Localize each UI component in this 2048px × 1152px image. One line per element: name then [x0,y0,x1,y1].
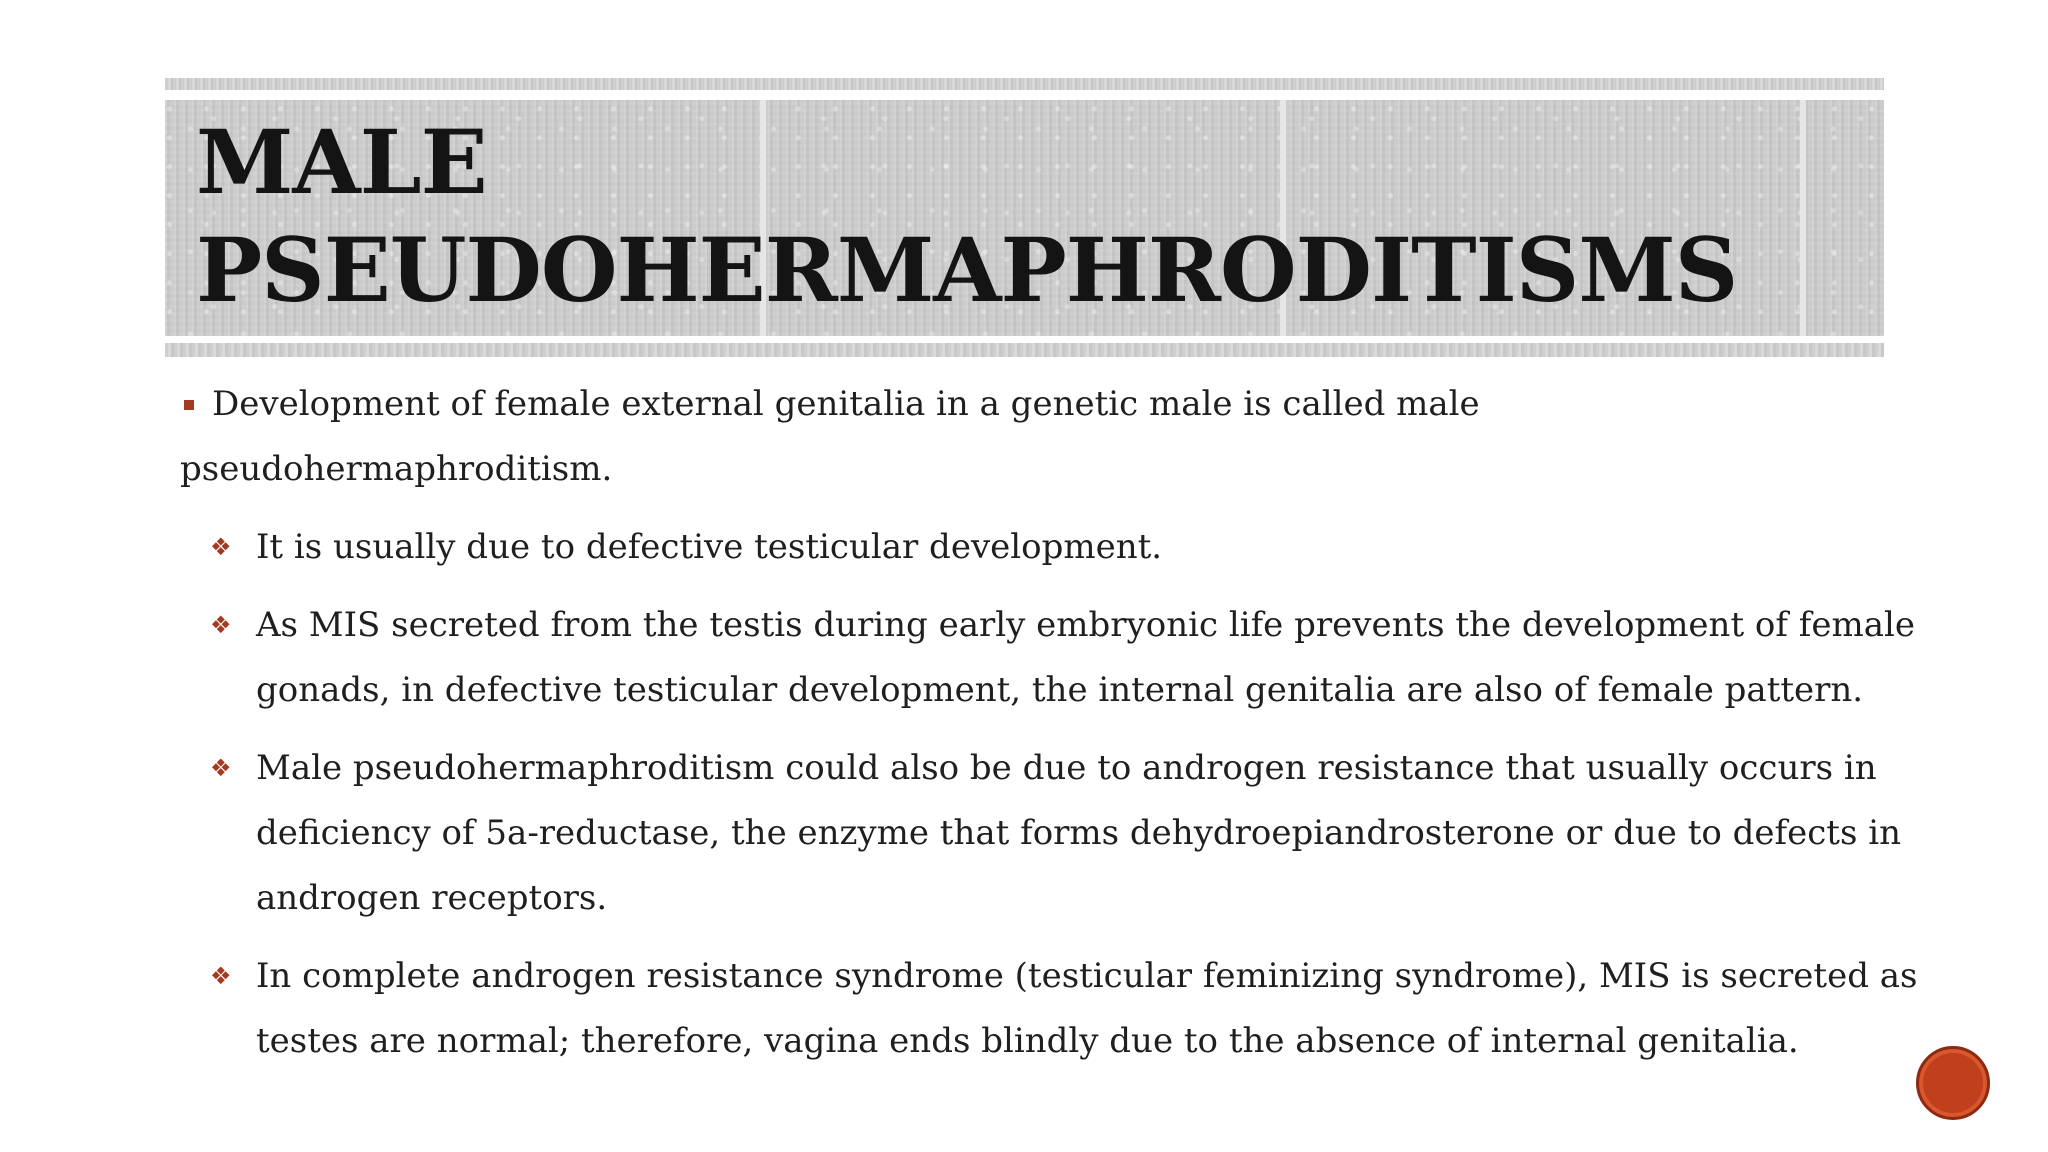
list-item-text: Male pseudohermaphroditism could also be due to androgen resistance that usually occurs in deficiency of 5a-reductase, the enzyme that forms dehydroepiandrosterone or due to defects in androgen receptors. [256,748,1901,918]
slide-title [196,108,1876,324]
diamond-bullet-icon: ❖ [210,754,232,782]
list-item [180,736,2016,931]
lead-text: Development of female external genitalia in a genetic male is called male pseudohermaphroditism. [180,384,1480,489]
title-banner-top-stripe [165,78,1884,90]
list-item [180,944,2016,1074]
corner-circle-decoration [1916,1046,1990,1120]
title-banner-bottom-stripe [165,343,1884,357]
diamond-bullet-icon: ❖ [210,533,232,561]
diamond-bullet-icon: ❖ [210,962,232,990]
list-item-text: It is usually due to defective testicular development. [256,527,1163,567]
list-item [180,593,2016,723]
lead-paragraph [180,372,1880,502]
list-item [180,515,2016,580]
list-item-text: As MIS secreted from the testis during early embryonic life prevents the development of female gonads, in defective testicular development, the internal genitalia are also of female pattern. [256,605,1915,710]
diamond-bullet-icon: ❖ [210,611,232,639]
list-item-text: In complete androgen resistance syndrome (testicular feminizing syndrome), MIS is secreted as testes are normal; therefore, vagina ends blindly due to the absence of internal genitalia. [256,956,1918,1061]
slide-body [180,372,1918,1087]
square-bullet-icon [184,400,194,410]
slide-title-line-2: PSEUDOHERMAPHRODITISMS [196,218,1738,322]
bullet-list [180,515,1918,1074]
slide-title-line-1: MALE [196,110,487,214]
